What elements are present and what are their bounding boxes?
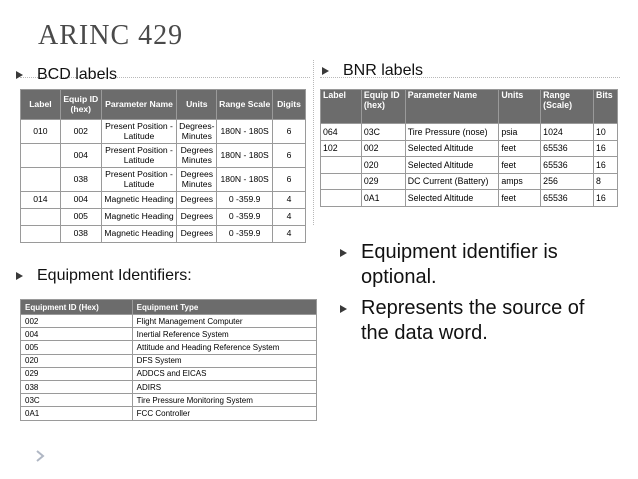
table-cell: 65536 (541, 157, 594, 174)
table-cell: Degrees Minutes (177, 168, 217, 192)
table-header-row (21, 90, 306, 120)
column-header: Digits (273, 90, 306, 120)
bcd-heading (16, 66, 117, 84)
table-row (321, 124, 618, 141)
bcd-heading-text: BCD labels (37, 66, 118, 83)
table-cell: 03C (361, 124, 405, 141)
column-header: Parameter Name (101, 90, 177, 120)
table-cell: 004 (60, 192, 101, 209)
table-cell: 005 (60, 209, 101, 226)
table-cell: 180N - 180S (217, 144, 273, 168)
table-cell: 180N - 180S (217, 168, 273, 192)
table-row (21, 120, 306, 144)
table-header-row (321, 90, 618, 124)
table-cell: Tire Pressure (nose) (405, 124, 499, 141)
table-cell: ADDCS and EICAS (132, 367, 316, 380)
table-cell: Magnetic Heading (101, 226, 177, 243)
bullet-triangle-icon (16, 71, 23, 79)
table-cell: 1024 (541, 124, 594, 141)
table-cell: Degrees (177, 209, 217, 226)
table-cell: 16 (593, 140, 617, 157)
table-cell: 102 (321, 140, 362, 157)
table-cell: Selected Altitude (405, 157, 499, 174)
table-cell: Flight Management Computer (132, 315, 316, 328)
table-cell: 002 (361, 140, 405, 157)
bcd-labels-table (20, 89, 306, 243)
table-header-row (21, 300, 317, 315)
table-row (21, 328, 317, 341)
table-cell: 010 (21, 120, 61, 144)
table-cell: FCC Controller (132, 407, 316, 420)
table-cell: 6 (273, 120, 306, 144)
table-cell: 0 -359.9 (217, 209, 273, 226)
table-cell (21, 168, 61, 192)
column-header: Equip ID (hex) (60, 90, 101, 120)
table-cell: Inertial Reference System (132, 328, 316, 341)
table-cell: 038 (60, 168, 101, 192)
table-cell: 020 (21, 354, 133, 367)
column-header: Label (21, 90, 61, 120)
column-header: Equipment ID (Hex) (21, 300, 133, 315)
table-row (21, 168, 306, 192)
slide-title: ARINC 429 (38, 20, 184, 51)
table-cell: 0A1 (361, 190, 405, 207)
table-cell: 002 (60, 120, 101, 144)
table-cell: 16 (593, 190, 617, 207)
table-cell: 002 (21, 315, 133, 328)
table-cell: 4 (273, 226, 306, 243)
table-cell: 4 (273, 192, 306, 209)
table-cell: Degrees (177, 192, 217, 209)
table-cell: Present Position - Latitude (101, 120, 177, 144)
column-header: Equipment Type (132, 300, 316, 315)
note-item (340, 296, 610, 346)
table-cell: 0 -359.9 (217, 192, 273, 209)
table-row (21, 144, 306, 168)
table-cell (21, 209, 61, 226)
column-header: Range (Scale) (541, 90, 594, 124)
table-cell: Selected Altitude (405, 140, 499, 157)
table-row (321, 157, 618, 174)
table-cell: psia (499, 124, 541, 141)
column-divider (313, 60, 314, 225)
table-cell: 65536 (541, 140, 594, 157)
table-cell: DC Current (Battery) (405, 173, 499, 190)
table-row (21, 394, 317, 407)
column-header: Range Scale (217, 90, 273, 120)
table-row (21, 192, 306, 209)
equipment-heading-text: Equipment Identifiers: (37, 267, 192, 284)
column-header: Label (321, 90, 362, 124)
table-cell: ADIRS (132, 380, 316, 393)
bnr-labels-table (320, 89, 618, 207)
table-cell (321, 190, 362, 207)
note-item (340, 240, 610, 290)
table-row (321, 140, 618, 157)
bullet-triangle-icon (340, 305, 347, 313)
table-cell (21, 226, 61, 243)
table-cell: amps (499, 173, 541, 190)
table-cell: 8 (593, 173, 617, 190)
bullet-triangle-icon (322, 67, 329, 75)
note-text: Represents the source of the data word. (361, 297, 585, 344)
table-cell: Degrees Minutes (177, 144, 217, 168)
table-cell: 004 (60, 144, 101, 168)
table-cell: 064 (321, 124, 362, 141)
table-cell: 6 (273, 168, 306, 192)
equipment-identifiers-table (20, 299, 317, 421)
table-cell: 038 (21, 380, 133, 393)
table-cell: Degrees-Minutes (177, 120, 217, 144)
table-cell: feet (499, 140, 541, 157)
table-row (21, 209, 306, 226)
table-cell: 10 (593, 124, 617, 141)
table-cell: Magnetic Heading (101, 192, 177, 209)
table-row (21, 341, 317, 354)
chevron-right-icon (34, 450, 46, 462)
table-cell: 16 (593, 157, 617, 174)
bnr-heading-text: BNR labels (343, 62, 424, 79)
table-cell: Tire Pressure Monitoring System (132, 394, 316, 407)
table-row (321, 190, 618, 207)
table-cell: 0 -359.9 (217, 226, 273, 243)
table-row (21, 380, 317, 393)
column-header: Equip ID (hex) (361, 90, 405, 124)
table-cell: 029 (361, 173, 405, 190)
bullet-triangle-icon (340, 249, 347, 257)
table-row (21, 367, 317, 380)
table-cell: 004 (21, 328, 133, 341)
table-row (21, 354, 317, 367)
column-header: Parameter Name (405, 90, 499, 124)
table-cell: 038 (60, 226, 101, 243)
table-cell: Present Position - Latitude (101, 144, 177, 168)
table-cell: 005 (21, 341, 133, 354)
bullet-triangle-icon (16, 272, 23, 280)
table-cell: 6 (273, 144, 306, 168)
table-row (21, 315, 317, 328)
table-cell: 0A1 (21, 407, 133, 420)
table-cell: Present Position - Latitude (101, 168, 177, 192)
table-cell: Degrees (177, 226, 217, 243)
table-cell: 256 (541, 173, 594, 190)
table-cell: 180N - 180S (217, 120, 273, 144)
column-header: Units (177, 90, 217, 120)
table-cell (321, 157, 362, 174)
table-cell: 020 (361, 157, 405, 174)
table-cell (321, 173, 362, 190)
table-cell: Magnetic Heading (101, 209, 177, 226)
table-row (21, 226, 306, 243)
equipment-heading (16, 267, 192, 285)
table-row (321, 173, 618, 190)
table-cell: 4 (273, 209, 306, 226)
table-cell: 65536 (541, 190, 594, 207)
table-cell (21, 144, 61, 168)
table-cell: 014 (21, 192, 61, 209)
table-cell: Selected Altitude (405, 190, 499, 207)
bnr-heading (322, 62, 423, 80)
note-text: Equipment identifier is optional. (361, 241, 558, 288)
table-cell: feet (499, 157, 541, 174)
table-row (21, 407, 317, 420)
notes-list (340, 240, 610, 352)
table-cell: Attitude and Heading Reference System (132, 341, 316, 354)
table-cell: 029 (21, 367, 133, 380)
column-header: Bits (593, 90, 617, 124)
table-cell: 03C (21, 394, 133, 407)
table-cell: DFS System (132, 354, 316, 367)
table-cell: feet (499, 190, 541, 207)
column-header: Units (499, 90, 541, 124)
